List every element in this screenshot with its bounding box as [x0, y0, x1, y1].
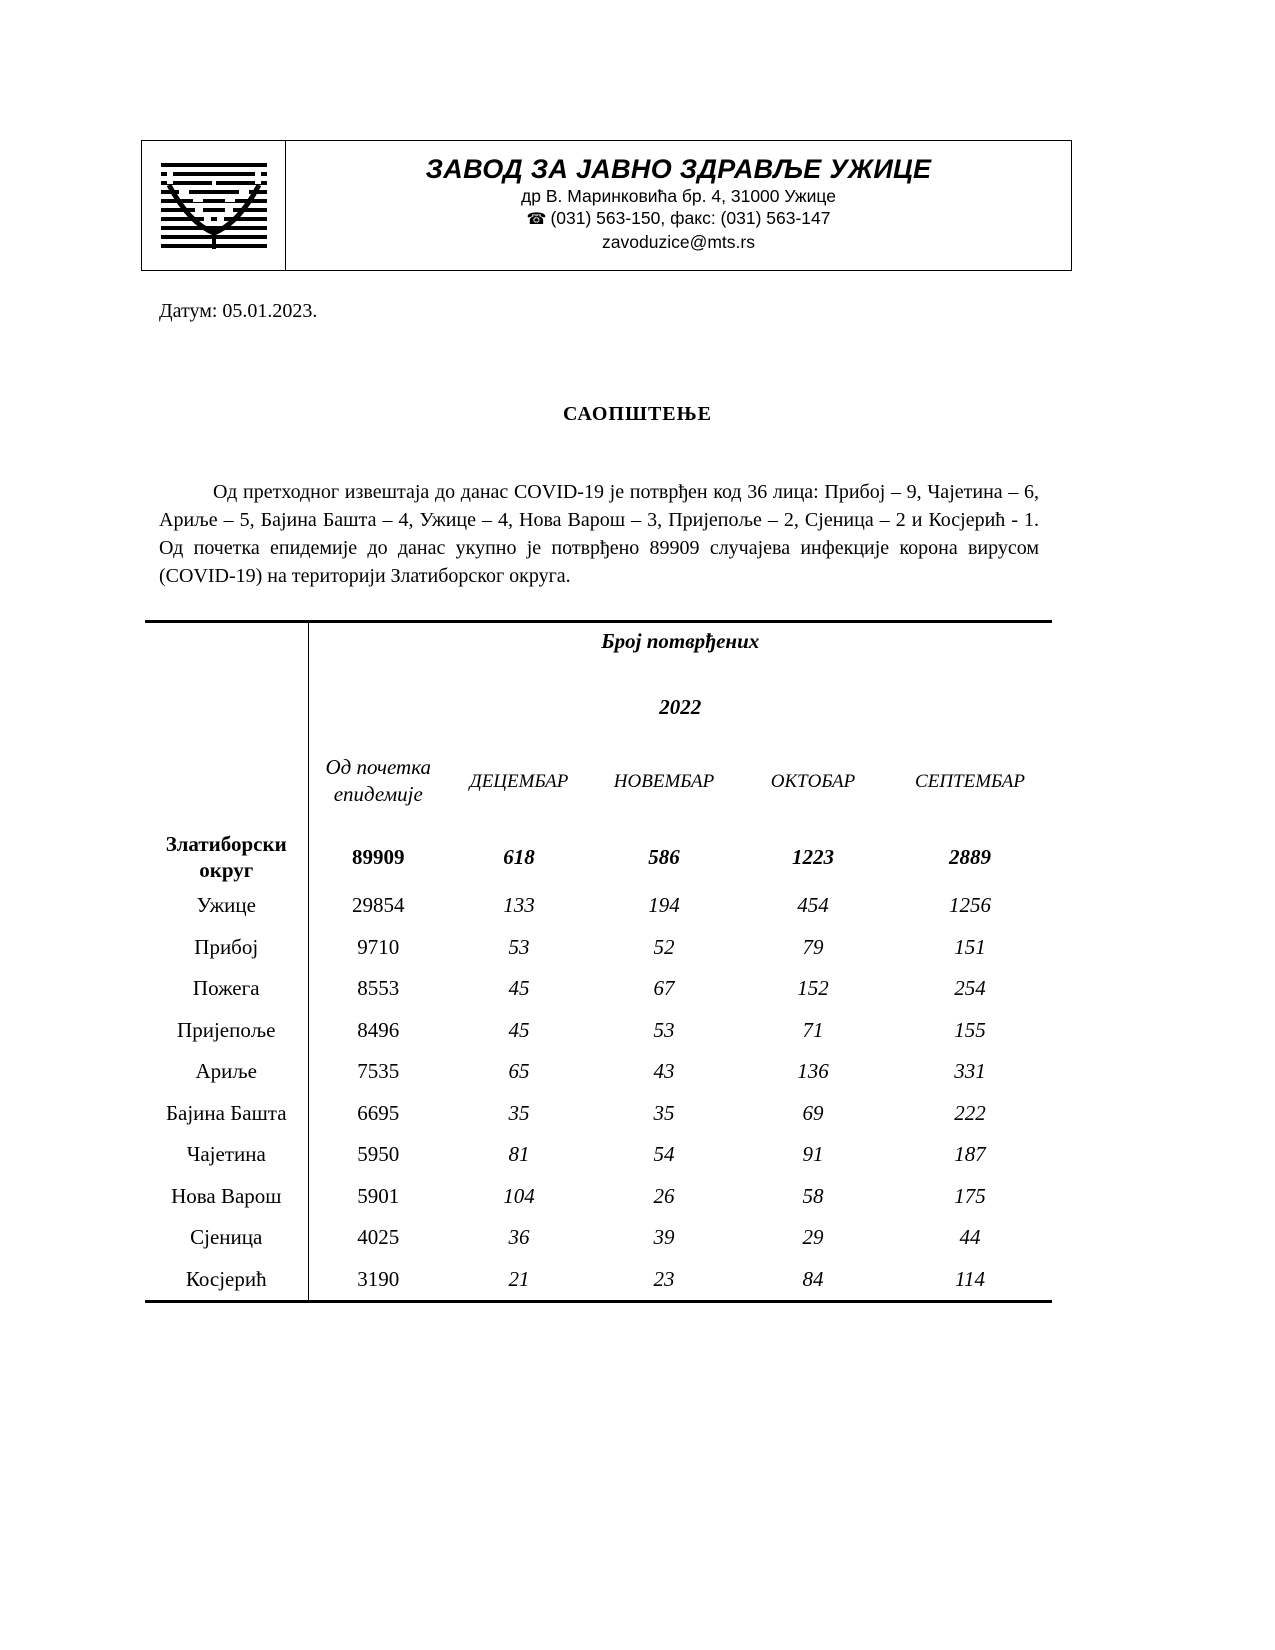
cell-value: 151	[954, 934, 986, 959]
cell-value: 65	[508, 1059, 530, 1084]
cell-value: 152	[797, 976, 829, 1001]
announcement-paragraph	[159, 478, 1039, 590]
table-bottom-rule	[145, 1300, 1052, 1303]
cell-value: 44	[959, 1225, 981, 1250]
cell-value: 136	[797, 1059, 829, 1084]
cell-value: 254	[954, 976, 986, 1001]
cell-value: 454	[797, 893, 829, 918]
cell-value: 1223	[792, 844, 834, 869]
cell-value: 39	[653, 1225, 675, 1250]
cell-value: 8496	[357, 1017, 400, 1042]
cell-value: 133	[503, 893, 535, 918]
logo-cell	[142, 141, 286, 270]
announcement-text: Од претходног извештаја до данас COVID-19 је потврђен код 36 лица: Прибој – 9, Чајетина – 6, Ариље – 5, Бајина Башта – 4, Ужице – 4, Нова Варош – 3, Пријепоље – 2, Сјеница – 2 и Косјерић - 1. Од почетка епидемије до данас укупно је потврђено 89909 случајева инфекције корона вирусом (COVID-19) на територији Златиборског округа.	[159, 481, 1039, 587]
cell-value: 5950	[357, 1142, 400, 1167]
table-row	[145, 885, 1052, 927]
cell-value: 45	[508, 976, 530, 1001]
cell-value: 67	[653, 976, 675, 1001]
row-label: Нова Варош	[145, 1176, 308, 1218]
cell-value: 69	[802, 1100, 824, 1125]
table-row	[145, 1093, 1052, 1135]
cell-value: 89909	[352, 844, 405, 869]
row-label: Бајина Башта	[145, 1093, 308, 1135]
cell-value: 331	[954, 1059, 986, 1084]
row-label: Пријепоље	[145, 1010, 308, 1052]
table-row	[145, 1217, 1052, 1259]
cell-value: 4025	[357, 1225, 400, 1250]
cell-value: 187	[954, 1142, 986, 1167]
institute-logo-icon	[159, 161, 269, 251]
cell-value: 84	[802, 1266, 824, 1291]
organization-phone: (031) 563-150, факс: (031) 563-147	[550, 208, 831, 228]
cell-value: 9710	[357, 934, 400, 959]
document-date: Датум: 05.01.2023.	[159, 300, 318, 322]
cell-value: 7535	[357, 1059, 400, 1084]
cell-value: 194	[648, 893, 680, 918]
cell-value: 21	[508, 1266, 530, 1291]
cell-value: 53	[653, 1017, 675, 1042]
row-label: Пожега	[145, 968, 308, 1010]
cell-value: 81	[508, 1142, 530, 1167]
row-label: Златиборски округ	[145, 829, 308, 885]
column-header-since-start: Од почетка епидемије	[325, 755, 432, 806]
cell-value: 26	[653, 1183, 675, 1208]
cell-value: 104	[503, 1183, 535, 1208]
organization-name: ЗАВОД ЗА ЈАВНО ЗДРАВЉЕ УЖИЦЕ	[425, 154, 932, 184]
table-row	[145, 1134, 1052, 1176]
organization-address: др В. Маринковића бр. 4, 31000 Ужице	[521, 186, 836, 206]
cell-value: 54	[653, 1142, 675, 1167]
cell-value: 222	[954, 1100, 986, 1125]
cell-value: 36	[508, 1225, 530, 1250]
cell-value: 29854	[352, 893, 405, 918]
table-header-confirmed: Број потврђених	[601, 629, 760, 653]
cell-value: 6695	[357, 1100, 400, 1125]
cell-value: 2889	[949, 844, 992, 869]
document-title: САОПШТЕЊЕ	[562, 403, 713, 425]
table-row	[145, 1010, 1052, 1052]
cell-value: 35	[508, 1100, 530, 1125]
organization-email: zavoduzice@mts.rs	[602, 232, 755, 252]
cell-value: 586	[648, 844, 680, 869]
column-header-september: СЕПТЕМБАР	[915, 770, 1025, 792]
row-label: Сјеница	[145, 1217, 308, 1259]
cases-table	[145, 620, 1052, 1303]
column-header-october: ОКТОБАР	[770, 770, 856, 792]
row-label: Ужице	[145, 885, 308, 927]
row-label: Чајетина	[145, 1134, 308, 1176]
cell-value: 114	[955, 1266, 985, 1291]
row-label: Прибој	[145, 927, 308, 969]
cell-value: 79	[802, 934, 824, 959]
table-header-year: 2022	[659, 694, 702, 719]
telephone-icon: ☎	[526, 211, 547, 228]
cell-value: 43	[653, 1059, 675, 1084]
cell-value: 45	[508, 1017, 530, 1042]
cell-value: 91	[802, 1142, 824, 1167]
letterhead-text	[286, 141, 1071, 270]
cell-value: 29	[802, 1225, 824, 1250]
cell-value: 35	[653, 1100, 675, 1125]
letterhead	[141, 140, 1072, 271]
cell-value: 618	[503, 844, 535, 869]
organization-phone-line	[286, 207, 1071, 231]
table-row	[145, 968, 1052, 1010]
table-row	[145, 1259, 1052, 1301]
table-total-row	[145, 829, 1052, 885]
cell-value: 71	[802, 1017, 824, 1042]
cell-value: 175	[954, 1183, 986, 1208]
table-row	[145, 1051, 1052, 1093]
cell-value: 1256	[949, 893, 992, 918]
table-row	[145, 927, 1052, 969]
row-label: Ариље	[145, 1051, 308, 1093]
cell-value: 53	[508, 934, 530, 959]
cell-value: 5901	[357, 1183, 400, 1208]
column-header-november: НОВЕМБАР	[613, 770, 715, 792]
row-label: Косјерић	[145, 1259, 308, 1301]
table-corner-cell	[145, 623, 308, 829]
cell-value: 58	[802, 1183, 824, 1208]
table-row	[145, 1176, 1052, 1218]
cell-value: 8553	[357, 976, 400, 1001]
column-header-december: ДЕЦЕМБАР	[469, 770, 569, 792]
cell-value: 155	[954, 1017, 986, 1042]
cell-value: 52	[653, 934, 675, 959]
cell-value: 3190	[357, 1266, 400, 1291]
cell-value: 23	[653, 1266, 675, 1291]
